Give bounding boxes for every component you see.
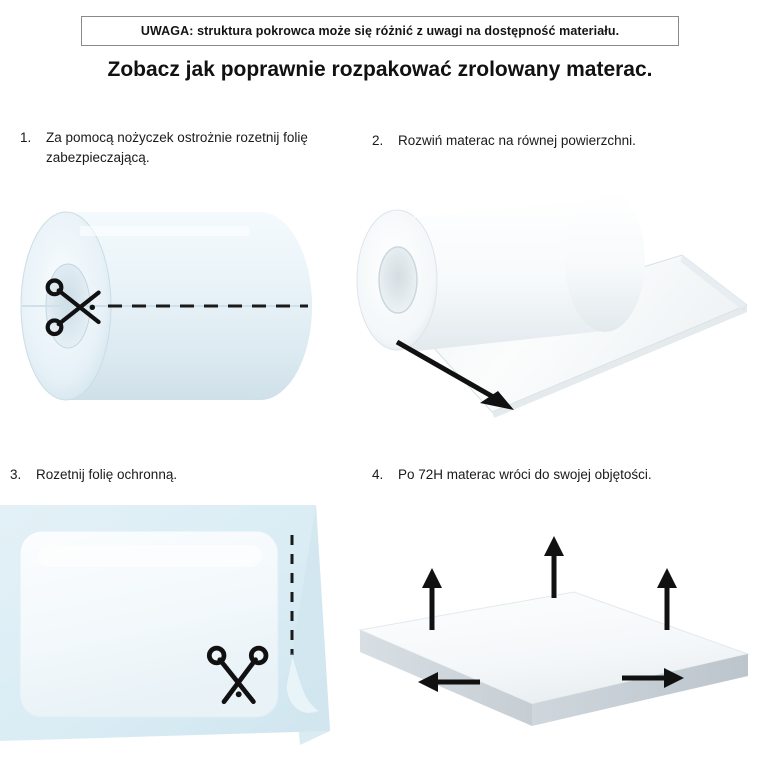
notice-text: UWAGA: struktura pokrowca może się różnić z uwagi na dostępność materiału. (140, 24, 620, 38)
step-2-number: 2. (372, 133, 384, 148)
step-1-label (20, 128, 320, 167)
step-3-number: 3. (10, 467, 22, 482)
page-title: Zobacz jak poprawnie rozpakować zrolowany materac. (107, 58, 653, 81)
notice-banner (81, 16, 679, 46)
step-1-illustration (8, 180, 348, 420)
step-4-label (372, 465, 722, 485)
step-1-text: Za pomocą nożyczek ostrożnie rozetnij folię zabezpieczającą. (46, 130, 308, 165)
step-4-number: 4. (372, 467, 384, 482)
roll-right-end-2 (565, 188, 645, 332)
rolled-mattress-svg (8, 180, 348, 420)
step-3-label (10, 465, 330, 485)
step-2-illustration (352, 160, 752, 430)
step-4-illustration (352, 520, 752, 750)
step-3-illustration (0, 505, 346, 760)
step-4-text: Po 72H materac wróci do swojej objętości. (398, 467, 652, 482)
unrolling-mattress-svg (352, 160, 752, 430)
step-2-label (372, 131, 712, 151)
arrow-up-center-icon (544, 536, 564, 598)
mattress-highlight (38, 545, 262, 567)
mattress-expansion-svg (352, 520, 752, 750)
step-1-number: 1. (20, 130, 32, 145)
roll-core-hole-2 (379, 247, 417, 313)
arrow-up-right-icon (657, 568, 677, 630)
roll-highlight (80, 226, 250, 236)
step-3-text: Rozetnij folię ochronną. (36, 467, 178, 482)
foil-cut-svg (0, 505, 346, 760)
step-2-text: Rozwiń materac na równej powierzchni. (398, 133, 636, 148)
